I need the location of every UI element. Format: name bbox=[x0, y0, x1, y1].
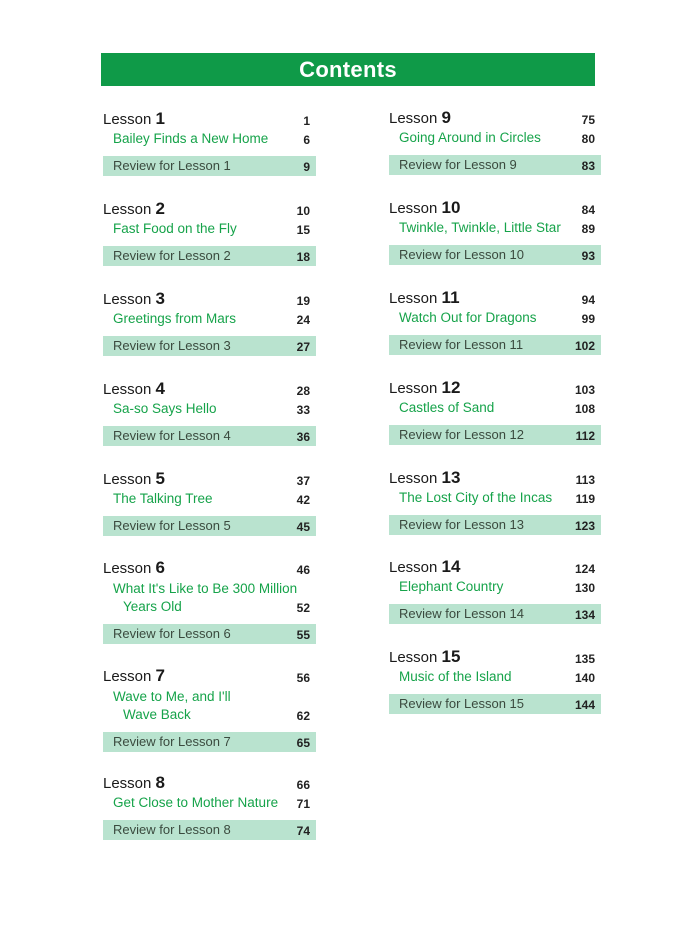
review-page: 93 bbox=[581, 249, 595, 263]
story-title: Wave to Me, and I'll Wave Back bbox=[113, 689, 231, 722]
lesson-number: 7 bbox=[155, 666, 166, 685]
review-page: 65 bbox=[296, 736, 310, 750]
review-title: Review for Lesson 10 bbox=[399, 247, 525, 262]
story-page: 119 bbox=[575, 492, 595, 506]
lesson-entry bbox=[389, 108, 601, 175]
lesson-label: Lesson 4 bbox=[103, 379, 166, 398]
review-entry[interactable] bbox=[389, 604, 601, 624]
lesson-label: Lesson 13 bbox=[389, 468, 461, 487]
lesson-number: 11 bbox=[441, 288, 460, 307]
story-title: Sa-so Says Hello bbox=[113, 401, 217, 416]
review-title: Review for Lesson 12 bbox=[399, 427, 525, 442]
review-page: 144 bbox=[574, 698, 595, 712]
story-page: 6 bbox=[303, 133, 310, 147]
lesson-entry bbox=[103, 773, 316, 840]
lesson-number: 1 bbox=[155, 109, 166, 128]
review-page: 134 bbox=[574, 608, 595, 622]
review-title: Review for Lesson 2 bbox=[113, 248, 231, 263]
story-page: 71 bbox=[296, 797, 310, 811]
lesson-page: 94 bbox=[581, 293, 595, 307]
lesson-label: Lesson 8 bbox=[103, 773, 166, 792]
lesson-page: 46 bbox=[296, 563, 310, 577]
lesson-label: Lesson 3 bbox=[103, 289, 166, 308]
story-page: 24 bbox=[296, 313, 310, 327]
story-entry[interactable] bbox=[389, 309, 601, 328]
story-page: 33 bbox=[296, 403, 310, 417]
lesson-heading[interactable] bbox=[103, 469, 316, 490]
lesson-entry bbox=[389, 557, 601, 624]
lesson-number: 5 bbox=[155, 469, 166, 488]
lesson-page: 28 bbox=[296, 384, 310, 398]
lesson-heading[interactable] bbox=[103, 199, 316, 220]
review-entry[interactable] bbox=[389, 245, 601, 265]
review-page: 36 bbox=[296, 430, 310, 444]
lesson-heading[interactable] bbox=[103, 109, 316, 130]
story-entry[interactable] bbox=[389, 219, 601, 238]
review-title: Review for Lesson 7 bbox=[113, 734, 231, 749]
lesson-page: 84 bbox=[581, 203, 595, 217]
review-title: Review for Lesson 14 bbox=[399, 606, 525, 621]
review-entry[interactable] bbox=[103, 426, 316, 446]
review-entry[interactable] bbox=[389, 515, 601, 535]
review-entry[interactable] bbox=[389, 425, 601, 445]
review-page: 27 bbox=[296, 340, 310, 354]
story-page: 52 bbox=[296, 601, 310, 615]
review-title: Review for Lesson 15 bbox=[399, 696, 525, 711]
review-entry[interactable] bbox=[103, 156, 316, 176]
story-title: Fast Food on the Fly bbox=[113, 221, 237, 236]
lesson-page: 19 bbox=[296, 294, 310, 308]
lesson-number: 3 bbox=[155, 289, 166, 308]
lesson-page: 113 bbox=[575, 473, 595, 487]
lesson-entry bbox=[103, 199, 316, 266]
story-entry[interactable] bbox=[389, 399, 601, 418]
lesson-heading[interactable] bbox=[389, 288, 601, 309]
review-page: 102 bbox=[574, 339, 595, 353]
story-title: Greetings from Mars bbox=[113, 311, 237, 326]
lesson-page: 10 bbox=[296, 204, 310, 218]
lesson-number: 9 bbox=[441, 108, 452, 127]
review-title: Review for Lesson 9 bbox=[399, 157, 517, 172]
lesson-entry bbox=[389, 198, 601, 265]
story-title: Elephant Country bbox=[399, 579, 504, 594]
lesson-entry bbox=[389, 378, 601, 445]
story-entry[interactable] bbox=[389, 578, 601, 597]
review-title: Review for Lesson 6 bbox=[113, 626, 231, 641]
lesson-heading[interactable] bbox=[103, 289, 316, 310]
review-page: 74 bbox=[296, 824, 310, 838]
review-page: 18 bbox=[296, 250, 310, 264]
lesson-entry bbox=[103, 666, 316, 752]
lesson-entry bbox=[103, 379, 316, 446]
review-page: 123 bbox=[574, 519, 595, 533]
lesson-number: 10 bbox=[441, 198, 461, 217]
lesson-number: 6 bbox=[155, 558, 166, 577]
review-page: 9 bbox=[303, 160, 310, 174]
lesson-page: 103 bbox=[574, 383, 595, 397]
lesson-heading[interactable] bbox=[103, 379, 316, 400]
story-page: 42 bbox=[296, 493, 310, 507]
story-page: 130 bbox=[574, 581, 595, 595]
lesson-label: Lesson 14 bbox=[389, 557, 461, 576]
story-page: 99 bbox=[581, 312, 595, 326]
story-page: 80 bbox=[581, 132, 595, 146]
story-entry[interactable] bbox=[389, 489, 601, 508]
lesson-page: 124 bbox=[574, 562, 595, 576]
review-page: 112 bbox=[575, 429, 595, 443]
lesson-label: Lesson 11 bbox=[389, 288, 460, 307]
review-page: 45 bbox=[296, 520, 310, 534]
lesson-entry bbox=[103, 109, 316, 176]
story-page: 15 bbox=[296, 223, 310, 237]
review-entry[interactable] bbox=[103, 246, 316, 266]
story-title: What It's Like to Be 300 Million Years Old bbox=[113, 581, 298, 614]
review-entry[interactable] bbox=[103, 624, 316, 644]
story-title: Twinkle, Twinkle, Little Star bbox=[399, 220, 561, 235]
story-entry[interactable] bbox=[103, 579, 316, 617]
review-title: Review for Lesson 5 bbox=[113, 518, 231, 533]
lesson-page: 135 bbox=[574, 652, 595, 666]
review-title: Review for Lesson 13 bbox=[399, 517, 525, 532]
review-entry[interactable] bbox=[103, 820, 316, 840]
story-entry[interactable] bbox=[103, 310, 316, 329]
story-title: The Lost City of the Incas bbox=[399, 490, 553, 505]
story-title: Bailey Finds a New Home bbox=[113, 131, 269, 146]
story-page: 140 bbox=[574, 671, 595, 685]
review-entry[interactable] bbox=[103, 516, 316, 536]
review-page: 83 bbox=[581, 159, 595, 173]
story-entry[interactable] bbox=[103, 794, 316, 813]
story-entry[interactable] bbox=[103, 220, 316, 239]
lesson-label: Lesson 5 bbox=[103, 469, 166, 488]
lesson-heading[interactable] bbox=[389, 647, 601, 668]
lesson-page: 75 bbox=[581, 113, 595, 127]
lesson-entry bbox=[389, 468, 601, 535]
story-entry[interactable] bbox=[103, 687, 316, 725]
story-title: The Talking Tree bbox=[113, 491, 213, 506]
lesson-heading[interactable] bbox=[389, 378, 601, 399]
review-entry[interactable] bbox=[389, 694, 601, 714]
lesson-label: Lesson 15 bbox=[389, 647, 461, 666]
lesson-label: Lesson 7 bbox=[103, 666, 166, 685]
lesson-label: Lesson 9 bbox=[389, 108, 452, 127]
lesson-entry bbox=[103, 558, 316, 644]
page-title: Contents bbox=[101, 53, 595, 86]
lesson-heading[interactable] bbox=[389, 557, 601, 578]
lesson-entry bbox=[389, 288, 601, 355]
story-entry[interactable] bbox=[103, 130, 316, 149]
lesson-heading[interactable] bbox=[389, 108, 601, 129]
review-entry[interactable] bbox=[389, 335, 601, 355]
lesson-entry bbox=[103, 469, 316, 536]
lesson-number: 4 bbox=[155, 379, 166, 398]
review-title: Review for Lesson 4 bbox=[113, 428, 231, 443]
story-title: Get Close to Mother Nature bbox=[113, 795, 279, 810]
review-entry[interactable] bbox=[103, 336, 316, 356]
lesson-page: 56 bbox=[296, 671, 310, 685]
lesson-number: 8 bbox=[155, 773, 166, 792]
lesson-entry bbox=[389, 647, 601, 714]
story-title: Watch Out for Dragons bbox=[399, 310, 537, 325]
story-page: 108 bbox=[574, 402, 595, 416]
lesson-page: 66 bbox=[296, 778, 310, 792]
lesson-number: 14 bbox=[441, 557, 461, 576]
lesson-number: 2 bbox=[155, 199, 166, 218]
story-page: 62 bbox=[296, 709, 310, 723]
story-entry[interactable] bbox=[389, 668, 601, 687]
review-entry[interactable] bbox=[389, 155, 601, 175]
lesson-heading[interactable] bbox=[103, 666, 316, 687]
story-title: Castles of Sand bbox=[399, 400, 495, 415]
lesson-label: Lesson 1 bbox=[103, 109, 166, 128]
story-entry[interactable] bbox=[103, 490, 316, 509]
lesson-entry bbox=[103, 289, 316, 356]
lesson-label: Lesson 10 bbox=[389, 198, 461, 217]
review-page: 55 bbox=[296, 628, 310, 642]
review-title: Review for Lesson 11 bbox=[399, 337, 524, 352]
review-title: Review for Lesson 1 bbox=[113, 158, 231, 173]
lesson-number: 15 bbox=[441, 647, 461, 666]
story-page: 89 bbox=[581, 222, 595, 236]
story-entry[interactable] bbox=[103, 400, 316, 419]
story-title: Going Around in Circles bbox=[399, 130, 541, 145]
lesson-number: 13 bbox=[441, 468, 461, 487]
lesson-label: Lesson 6 bbox=[103, 558, 166, 577]
lesson-number: 12 bbox=[441, 378, 461, 397]
story-title: Music of the Island bbox=[399, 669, 512, 684]
review-entry[interactable] bbox=[103, 732, 316, 752]
review-title: Review for Lesson 3 bbox=[113, 338, 231, 353]
lesson-page: 37 bbox=[296, 474, 310, 488]
story-entry[interactable] bbox=[389, 129, 601, 148]
review-title: Review for Lesson 8 bbox=[113, 822, 231, 837]
lesson-heading[interactable] bbox=[103, 773, 316, 794]
lesson-page: 1 bbox=[303, 114, 310, 128]
lesson-heading[interactable] bbox=[389, 198, 601, 219]
lesson-label: Lesson 12 bbox=[389, 378, 461, 397]
lesson-heading[interactable] bbox=[389, 468, 601, 489]
lesson-label: Lesson 2 bbox=[103, 199, 166, 218]
lesson-heading[interactable] bbox=[103, 558, 316, 579]
